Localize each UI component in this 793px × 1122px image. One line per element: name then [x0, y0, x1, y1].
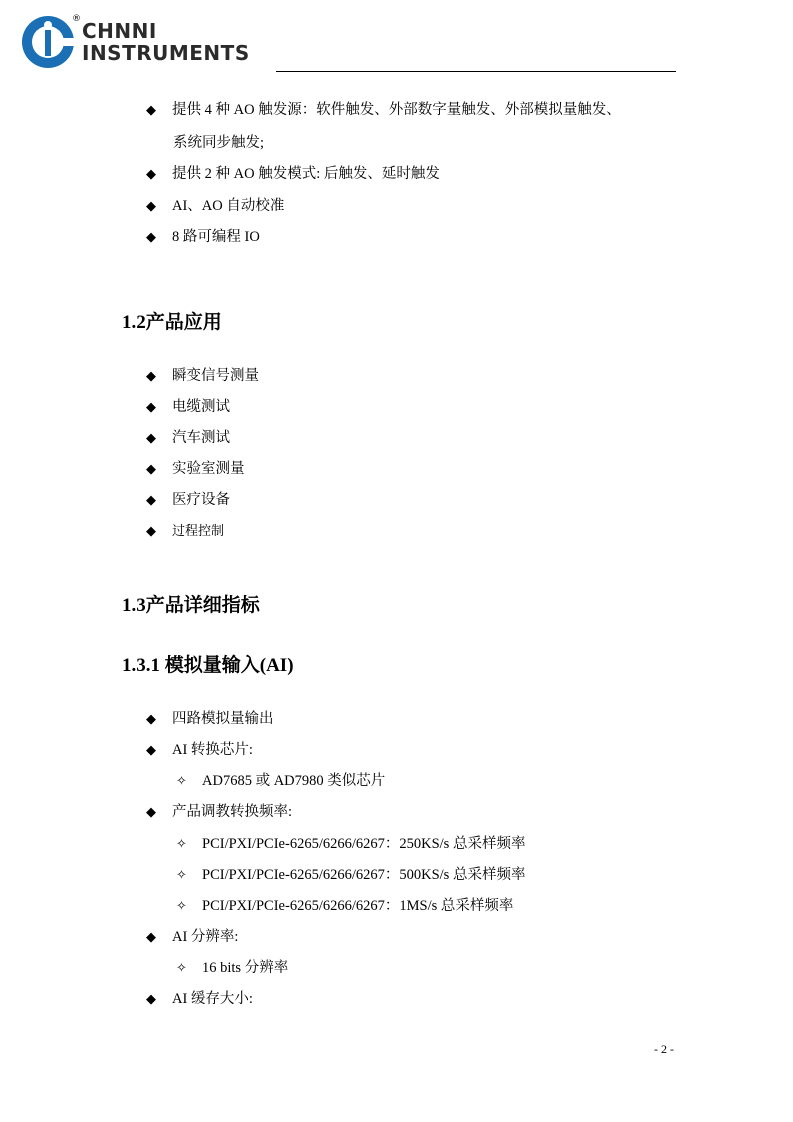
brand-name — [82, 20, 250, 64]
star-bullet-icon: ✧ — [176, 774, 187, 789]
list-item: ◆ 产品调教转换频率: — [146, 804, 293, 820]
section-heading-1-2: 1.2产品应用 — [122, 312, 222, 333]
list-item: ◆ AI 缓存大小: — [146, 991, 253, 1007]
page-number: - 2 - — [654, 1042, 674, 1056]
diamond-bullet-icon: ◆ — [146, 523, 156, 538]
chnni-logo-icon — [20, 14, 76, 70]
section-heading-1-3: 1.3产品详细指标 — [122, 595, 260, 616]
list-item: ◆ 提供 4 种 AO 触发源：软件触发、外部数字量触发、外部模拟量触发、 — [146, 102, 621, 118]
sub-list-item: ✧ AD7685 或 AD7980 类似芯片 — [176, 771, 385, 792]
diamond-bullet-icon: ◆ — [146, 991, 156, 1006]
list-item-continuation: 系统同步触发; — [173, 135, 265, 151]
list-item: ◆ 实验室测量 — [146, 461, 245, 477]
diamond-bullet-icon: ◆ — [146, 198, 156, 213]
diamond-bullet-icon: ◆ — [146, 711, 156, 726]
list-item: ◆ 电缆测试 — [146, 399, 230, 415]
diamond-bullet-icon: ◆ — [146, 430, 156, 445]
header-rule — [276, 71, 676, 72]
registered-mark: ® — [72, 14, 81, 24]
diamond-bullet-icon: ◆ — [146, 102, 156, 117]
diamond-bullet-icon: ◆ — [146, 492, 156, 507]
list-item: ◆ 瞬变信号测量 — [146, 368, 259, 384]
list-item: ◆ AI 分辨率: — [146, 929, 239, 945]
diamond-bullet-icon: ◆ — [146, 368, 156, 383]
list-item: ◆ AI 转换芯片: — [146, 742, 253, 758]
list-item: ◆ AI、AO 自动校准 — [146, 198, 285, 214]
brand-line2: INSTRUMENTS — [82, 41, 250, 65]
diamond-bullet-icon: ◆ — [146, 804, 156, 819]
star-bullet-icon: ✧ — [176, 837, 187, 852]
list-item: ◆ 汽车测试 — [146, 430, 230, 446]
sub-list-item: ✧ PCI/PXI/PCIe-6265/6266/6267：500KS/s 总采样频率 — [176, 865, 525, 886]
diamond-bullet-icon: ◆ — [146, 929, 156, 944]
diamond-bullet-icon: ◆ — [146, 399, 156, 414]
company-logo — [20, 14, 280, 74]
diamond-bullet-icon: ◆ — [146, 229, 156, 244]
diamond-bullet-icon: ◆ — [146, 461, 156, 476]
list-item: ◆ 四路模拟量输出 — [146, 711, 274, 727]
list-item: ◆ 提供 2 种 AO 触发模式: 后触发、延时触发 — [146, 166, 440, 182]
diamond-bullet-icon: ◆ — [146, 166, 156, 181]
sub-list-item: ✧ PCI/PXI/PCIe-6265/6266/6267：250KS/s 总采样频率 — [176, 834, 525, 855]
brand-line1: CHNNI — [82, 19, 157, 43]
list-item: ◆ 医疗设备 — [146, 492, 230, 508]
list-item: ◆ 过程控制 — [146, 521, 224, 541]
star-bullet-icon: ✧ — [176, 899, 187, 914]
section-heading-1-3-1: 1.3.1 模拟量输入(AI) — [122, 655, 294, 676]
sub-list-item: ✧ 16 bits 分辨率 — [176, 958, 288, 979]
sub-list-item: ✧ PCI/PXI/PCIe-6265/6266/6267：1MS/s 总采样频率 — [176, 896, 513, 917]
star-bullet-icon: ✧ — [176, 868, 187, 883]
star-bullet-icon: ✧ — [176, 961, 187, 976]
diamond-bullet-icon: ◆ — [146, 742, 156, 757]
list-item: ◆ 8 路可编程 IO — [146, 229, 260, 245]
